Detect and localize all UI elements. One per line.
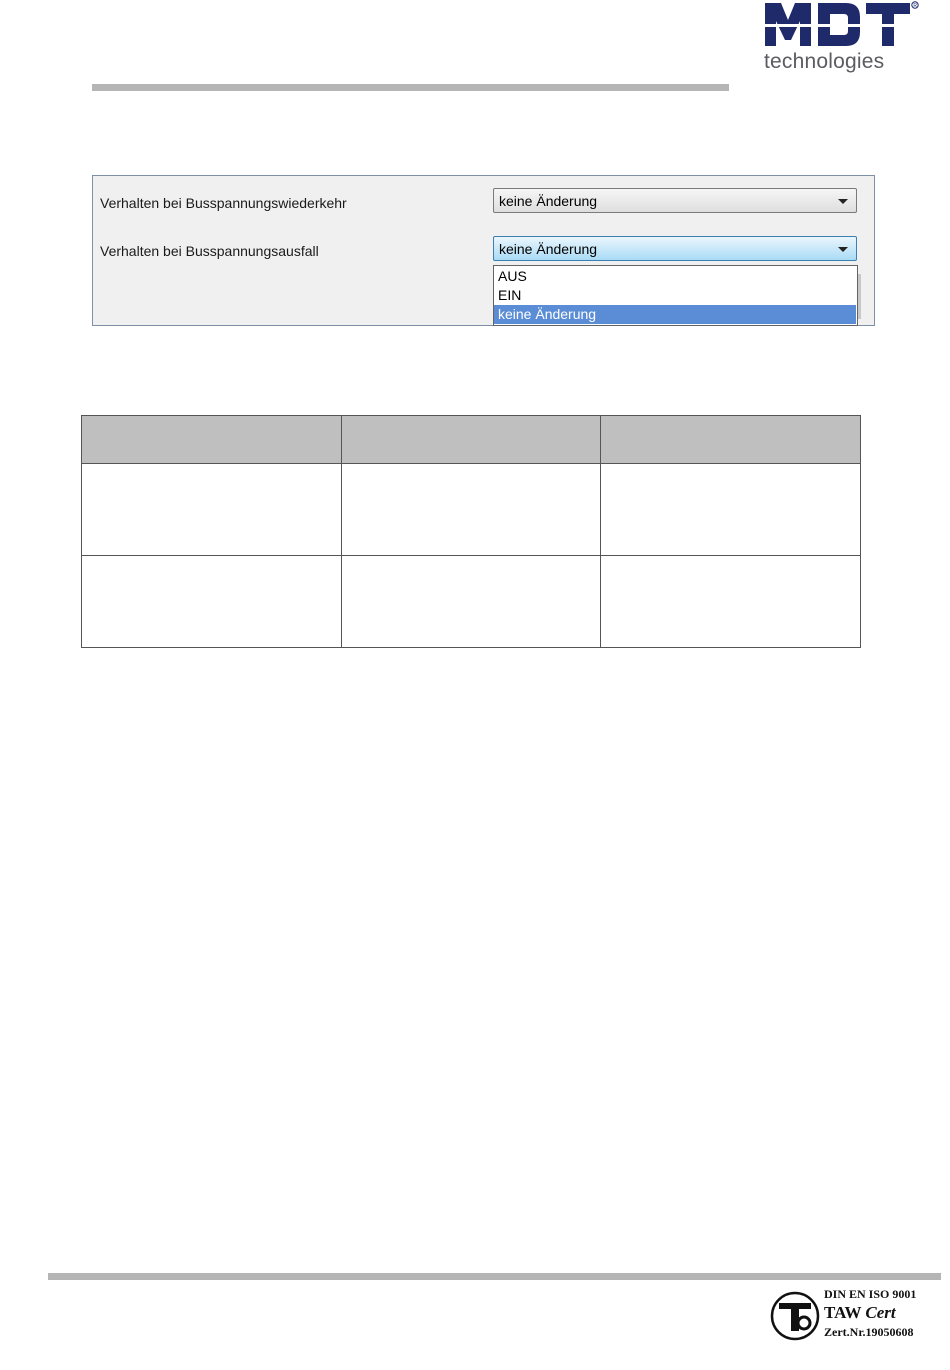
certification-badge xyxy=(770,1287,940,1347)
cert-number: Zert.Nr.19050608 xyxy=(824,1325,914,1339)
param-label-bus-return: Verhalten bei Busspannungswiederkehr xyxy=(100,195,347,211)
bus-return-select[interactable] xyxy=(493,188,857,213)
dropdown-option-ein[interactable]: EIN xyxy=(498,287,522,303)
table-row xyxy=(82,556,861,648)
dropdown-scrollbar[interactable] xyxy=(858,274,861,319)
parameter-table xyxy=(81,415,861,648)
bus-failure-dropdown-list xyxy=(493,265,858,326)
chevron-down-icon[interactable] xyxy=(838,247,848,252)
taw-cert-logo-icon xyxy=(770,1291,820,1341)
table-header-row xyxy=(82,416,861,464)
table-header-cell xyxy=(601,416,861,464)
table-cell xyxy=(601,464,861,556)
table-row xyxy=(82,464,861,556)
parameter-dialog xyxy=(92,175,875,326)
dropdown-option-aus[interactable]: AUS xyxy=(498,268,527,284)
footer-rule xyxy=(48,1273,941,1280)
param-label-bus-failure: Verhalten bei Busspannungsausfall xyxy=(100,243,319,259)
table-header-cell xyxy=(82,416,342,464)
header-rule xyxy=(92,84,729,91)
cert-issuer-cert: Cert xyxy=(865,1303,896,1322)
bus-failure-value: keine Änderung xyxy=(499,241,598,257)
cert-issuer xyxy=(824,1303,896,1323)
bus-return-value: keine Änderung xyxy=(499,193,598,209)
table-cell xyxy=(82,464,342,556)
bus-failure-select[interactable] xyxy=(493,236,857,261)
svg-text:R: R xyxy=(913,3,918,9)
mdt-logo xyxy=(762,0,932,78)
table-header-cell xyxy=(341,416,601,464)
cert-standard: DIN EN ISO 9001 xyxy=(824,1287,917,1301)
mdt-logo-icon xyxy=(762,0,932,48)
table-cell xyxy=(82,556,342,648)
table-cell xyxy=(601,556,861,648)
cert-issuer-taw: TAW xyxy=(824,1303,862,1322)
table-cell xyxy=(341,464,601,556)
dropdown-option-keine-aenderung[interactable]: keine Änderung xyxy=(494,305,856,324)
logo-subtitle: technologies xyxy=(764,50,885,73)
table-cell xyxy=(341,556,601,648)
chevron-down-icon[interactable] xyxy=(838,199,848,204)
